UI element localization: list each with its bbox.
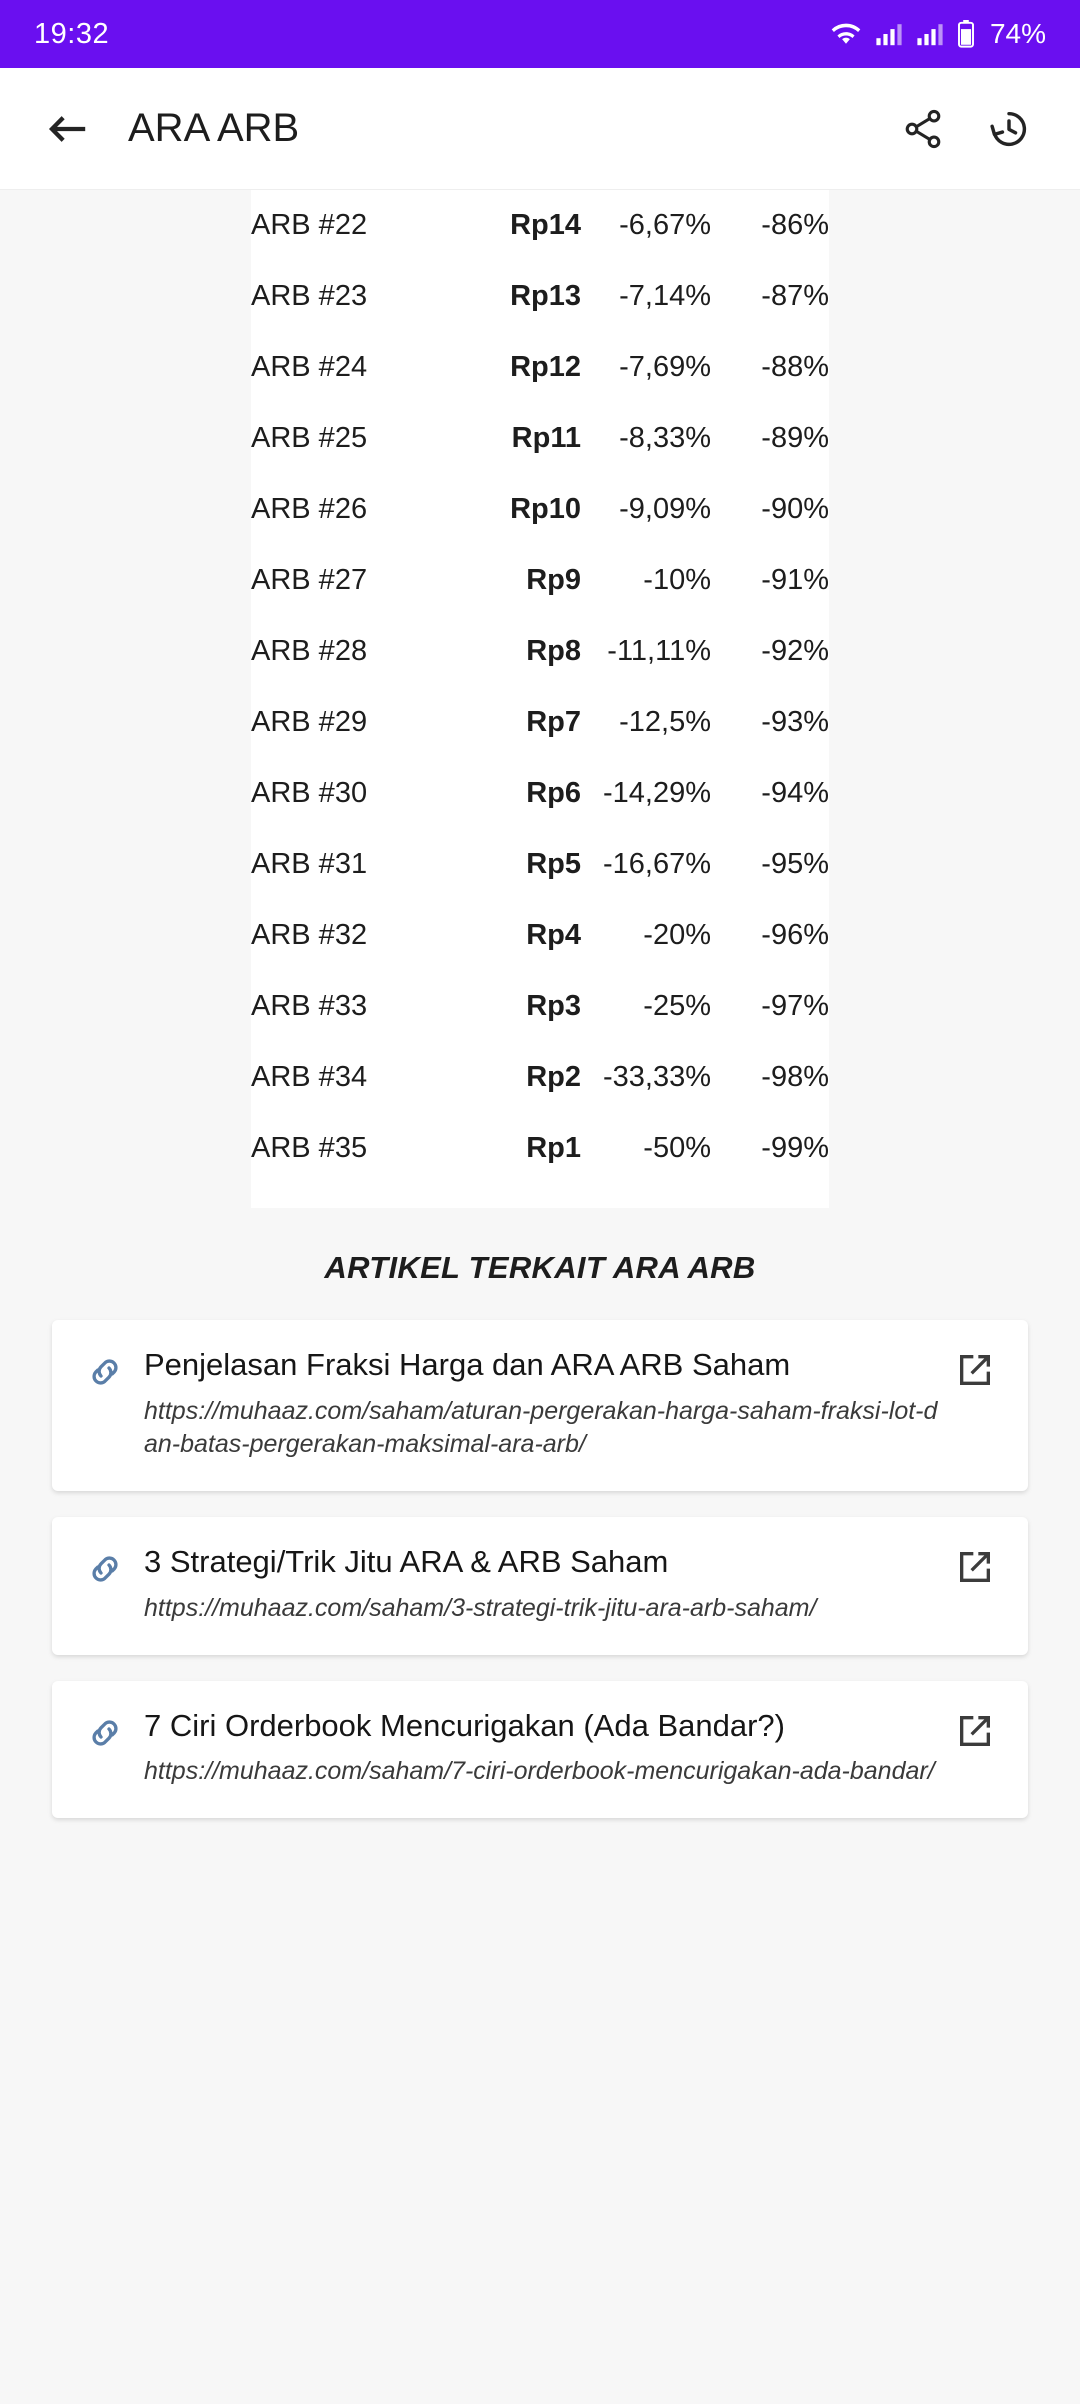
- status-clock: 19:32: [34, 17, 110, 50]
- row-total: -96%: [761, 919, 829, 951]
- row-percent: -12,5%: [619, 706, 711, 738]
- table-row: [251, 616, 829, 687]
- row-percent: -14,29%: [602, 777, 711, 809]
- signal-icon: [916, 21, 944, 47]
- row-price: Rp14: [510, 209, 581, 241]
- table-row: [251, 403, 829, 474]
- row-price: Rp13: [510, 280, 581, 312]
- table-row: [251, 971, 829, 1042]
- related-articles-heading: ARTIKEL TERKAIT ARA ARB: [324, 1250, 756, 1285]
- row-price: Rp9: [526, 564, 581, 596]
- wifi-icon: [830, 21, 862, 47]
- external-link-icon[interactable]: [948, 1707, 1002, 1751]
- external-link-icon[interactable]: [948, 1543, 1002, 1587]
- row-price: Rp6: [526, 777, 581, 809]
- row-percent: -33,33%: [602, 1061, 711, 1093]
- row-total: -86%: [761, 209, 829, 241]
- link-title: 7 Ciri Orderbook Mencurigakan (Ada Bandar?): [144, 1707, 785, 1743]
- row-label: ARB #30: [251, 777, 368, 809]
- row-label: ARB #35: [251, 1132, 368, 1164]
- list-item[interactable]: [52, 1681, 1028, 1819]
- row-total: -99%: [761, 1132, 829, 1164]
- content-scroll-area[interactable]: [0, 190, 1080, 1858]
- row-label: ARB #22: [251, 209, 368, 241]
- ara-arb-table: [251, 190, 829, 1184]
- row-percent: -9,09%: [619, 493, 711, 525]
- ara-arb-table-card: [251, 190, 829, 1208]
- share-icon[interactable]: [886, 92, 960, 166]
- row-label: ARB #34: [251, 1061, 368, 1093]
- back-arrow-icon[interactable]: [34, 96, 100, 162]
- row-total: -88%: [761, 351, 829, 383]
- link-text: [132, 1707, 948, 1789]
- row-price: Rp10: [510, 493, 581, 525]
- row-total: -93%: [761, 706, 829, 738]
- table-row: [251, 190, 829, 261]
- row-label: ARB #31: [251, 848, 368, 880]
- list-item[interactable]: [52, 1320, 1028, 1491]
- row-price: Rp8: [526, 635, 581, 667]
- row-price: Rp1: [526, 1132, 581, 1164]
- row-label: ARB #33: [251, 990, 368, 1022]
- row-label: ARB #29: [251, 706, 368, 738]
- link-url: https://muhaaz.com/saham/aturan-pergerakan-harga-saham-fraksi-lot-dan-batas-pergerakan-maksimal-ara-arb/: [144, 1396, 938, 1458]
- row-total: -94%: [761, 777, 829, 809]
- row-percent: -8,33%: [619, 422, 711, 454]
- row-label: ARB #27: [251, 564, 368, 596]
- table-row: [251, 545, 829, 616]
- battery-icon: [957, 20, 975, 48]
- link-icon: [78, 1707, 132, 1753]
- row-total: -89%: [761, 422, 829, 454]
- row-price: Rp3: [526, 990, 581, 1022]
- row-total: -98%: [761, 1061, 829, 1093]
- row-percent: -7,14%: [619, 280, 711, 312]
- row-percent: -20%: [643, 919, 711, 951]
- row-total: -91%: [761, 564, 829, 596]
- row-label: ARB #32: [251, 919, 368, 951]
- history-icon[interactable]: [972, 92, 1046, 166]
- row-total: -92%: [761, 635, 829, 667]
- row-price: Rp4: [526, 919, 581, 951]
- row-price: Rp7: [526, 706, 581, 738]
- page-body: [0, 190, 1080, 2404]
- list-item[interactable]: [52, 1517, 1028, 1655]
- external-link-icon[interactable]: [948, 1346, 1002, 1390]
- table-row: [251, 829, 829, 900]
- row-label: ARB #24: [251, 351, 368, 383]
- link-icon: [78, 1346, 132, 1392]
- table-body: [251, 190, 829, 1184]
- row-price: Rp11: [511, 422, 581, 454]
- row-label: ARB #28: [251, 635, 368, 667]
- row-label: ARB #26: [251, 493, 368, 525]
- table-row: [251, 758, 829, 829]
- table-row: [251, 1113, 829, 1184]
- row-percent: -10%: [643, 564, 711, 596]
- table-row: [251, 900, 829, 971]
- status-icons: [830, 18, 1046, 50]
- row-total: -97%: [761, 990, 829, 1022]
- row-total: -87%: [761, 280, 829, 312]
- link-title: Penjelasan Fraksi Harga dan ARA ARB Saham: [144, 1347, 791, 1382]
- row-percent: -50%: [643, 1132, 711, 1164]
- battery-percent: 74%: [989, 18, 1046, 49]
- table-row: [251, 474, 829, 545]
- row-percent: -25%: [643, 990, 711, 1022]
- row-label: ARB #23: [251, 280, 368, 312]
- link-text: [132, 1346, 948, 1461]
- row-price: Rp12: [510, 351, 581, 383]
- row-percent: -16,67%: [602, 848, 711, 880]
- app-bar: [0, 68, 1080, 190]
- status-bar: [0, 0, 1080, 68]
- row-price: Rp5: [526, 848, 581, 880]
- related-articles-list: [0, 1320, 1080, 1818]
- page-title: ARA ARB: [128, 106, 300, 150]
- row-percent: -11,11%: [607, 635, 711, 667]
- row-total: -95%: [761, 848, 829, 880]
- table-row: [251, 332, 829, 403]
- table-row: [251, 261, 829, 332]
- table-row: [251, 687, 829, 758]
- link-icon: [78, 1543, 132, 1589]
- link-text: [132, 1543, 948, 1625]
- link-url: https://muhaaz.com/saham/3-strategi-trik-jitu-ara-arb-saham/: [144, 1593, 817, 1622]
- link-url: https://muhaaz.com/saham/7-ciri-orderbook-mencurigakan-ada-bandar/: [144, 1757, 935, 1786]
- row-percent: -6,67%: [619, 209, 711, 241]
- table-row: [251, 1042, 829, 1113]
- row-percent: -7,69%: [619, 351, 711, 383]
- link-title: 3 Strategi/Trik Jitu ARA & ARB Saham: [144, 1543, 669, 1579]
- signal-icon: [875, 21, 903, 47]
- row-price: Rp2: [526, 1061, 581, 1093]
- row-label: ARB #25: [251, 422, 368, 454]
- row-total: -90%: [761, 493, 829, 525]
